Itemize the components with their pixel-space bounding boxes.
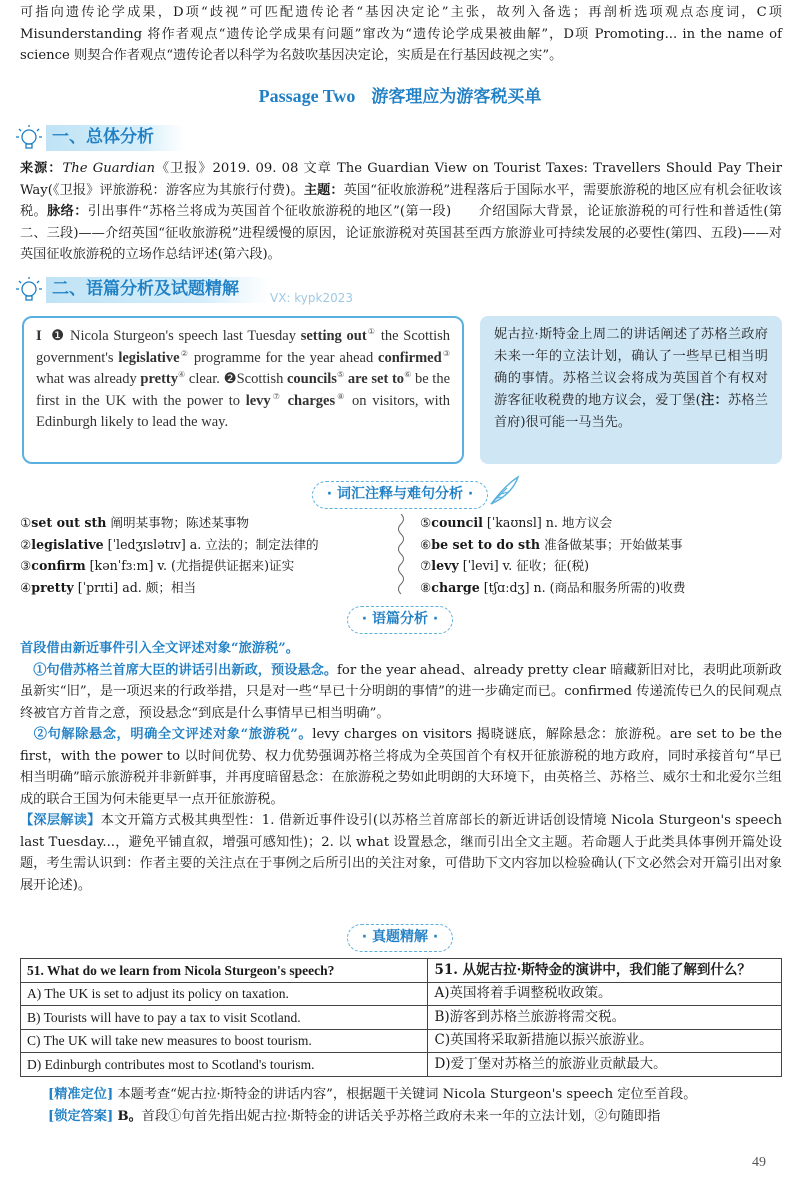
lightbulb-icon (14, 275, 44, 305)
vocab-item (20, 577, 380, 599)
vocab-word: confirmed (378, 349, 442, 366)
vocab-word: pretty (140, 371, 178, 387)
answer-line (48, 1106, 782, 1128)
answer-explanation (48, 1084, 782, 1127)
footnote-marker: ④ (177, 370, 186, 380)
answer-letter: B。 (117, 1108, 142, 1124)
discourse-analysis-body (20, 638, 782, 896)
vocab-term: be set to do sth (431, 536, 541, 552)
vocab-def: [tʃɑːdʒ] n. (商品和服务所需的)收费 (479, 579, 686, 595)
question-zh: 51. 从妮古拉·斯特金的演讲中，我们能了解到什么？ (428, 959, 782, 983)
source-journal: The Guardian (62, 161, 155, 176)
vocab-def: [ˈledʒɪslətɪv] a. 立法的；制定法律的 (103, 536, 319, 552)
passage-text: clear. (185, 371, 220, 387)
section-overall-analysis-header (14, 122, 184, 154)
vocab-num: ⑦ (420, 558, 432, 573)
vocab-term: council (431, 515, 483, 530)
theme-label: 主题： (303, 182, 344, 198)
source-text: 《卫报》2019. 09. 08 文章 The Guardian View on Tourist Taxes: Travellers Should Pay Their Way(《卫报》评旅游税：游客应为其旅行付费)。 (20, 161, 782, 198)
vocab-term: pretty (31, 579, 74, 595)
analysis-section-pill (347, 606, 453, 634)
vocab-num: ② (20, 536, 32, 552)
analysis-sentence-2 (20, 724, 782, 810)
vocab-word: councils (287, 371, 337, 387)
note-label: 注： (700, 393, 728, 408)
vocab-def: 阐明某事物；陈述某事物 (106, 515, 249, 530)
footnote-marker: ⑦ (270, 391, 282, 401)
vocab-num: ⑧ (420, 579, 432, 595)
passage-text: on visitors, with Edinburgh likely to lead the way. (36, 392, 450, 430)
exam-pill-wrap (0, 924, 800, 952)
option-en: D) Edinburgh contributes most to Scotland's tourism. (21, 1053, 428, 1077)
vocab-term: confirm (31, 558, 86, 573)
vocab-section-pill (312, 481, 488, 509)
translation-box (480, 316, 782, 464)
vocab-item (420, 534, 780, 556)
pill-label: · 词汇注释与难句分析 · (326, 486, 474, 502)
vocab-column-left (20, 512, 380, 598)
footnote-marker: ⑥ (404, 370, 412, 380)
vocab-word: charges (287, 392, 336, 409)
option-en: A) The UK is set to adjust its policy on taxation. (21, 982, 428, 1006)
footnote-marker: ⑧ (335, 391, 347, 401)
sentence-1-marker: ❶ (51, 328, 66, 344)
exam-section-pill (347, 924, 453, 952)
analysis-intro: 首段借由新近事件引入全文评述对象“旅游税”。 (20, 641, 299, 656)
wavy-divider (394, 514, 408, 598)
watermark: VX: kypk2023 (270, 291, 354, 305)
vocab-def: 准备做某事；开始做某事 (540, 536, 683, 552)
paragraph-number: I (36, 328, 42, 344)
overall-analysis-body (20, 158, 782, 266)
english-passage-box (22, 316, 464, 464)
vocab-def: [ˈprɪti] ad. 颇；相当 (73, 579, 197, 595)
analysis-pill-wrap (0, 606, 800, 634)
vocab-item (20, 512, 380, 534)
vocab-item (20, 534, 380, 556)
section-label: 二、语篇分析及试题精解 (46, 277, 269, 303)
vocab-word: legislative (118, 349, 180, 366)
passage-text: the Scottish government's (36, 328, 451, 366)
passage-title (0, 86, 800, 109)
section-discourse-analysis-header (14, 274, 269, 306)
deep-reading-label: 【深层解读】 (20, 813, 101, 828)
option-zh: B)游客到苏格兰旅游将需交税。 (428, 1006, 782, 1030)
analysis-sentence-1 (20, 660, 782, 725)
vocab-def: [kənˈfɜːm] v. (尤指提供证据来)证实 (85, 558, 295, 573)
vocab-item (420, 512, 780, 534)
question-table (20, 958, 782, 1077)
translation-text: 妮古拉·斯特金上周二的讲话阐述了苏格兰政府未来一年的立法计划，确认了一些早已相当明确的事情。苏格兰议会将成为英国首个有权对游客征收税费的地方议会，爱丁堡( (494, 327, 768, 408)
theme-text: 英国“征收旅游税”进程落后于国际水平，需要旅游税的地区应有机会征收该税。 (20, 182, 782, 219)
vocabulary-notes (20, 512, 782, 598)
note-text: 苏格兰首府)很可能一马当先。 (494, 393, 768, 430)
locate-text: 本题考查“妮古拉·斯特金的讲话内容”，根据题干关键词 Nicola Sturgeon's speech 定位至首段。 (117, 1087, 697, 1102)
vocab-column-right (420, 512, 780, 598)
vocab-word: are set to (347, 371, 405, 387)
option-zh: C)英国将采取新措施以振兴旅游业。 (428, 1029, 782, 1053)
passage-text: Scottish (236, 371, 287, 387)
vocab-num: ⑤ (420, 515, 432, 530)
option-row (21, 982, 782, 1006)
footnote-marker: ① (366, 327, 377, 337)
question-row (21, 959, 782, 983)
vocab-term: legislative (31, 536, 104, 552)
pill-label: · 真题精解 · (361, 929, 439, 945)
vocab-term: charge (431, 579, 480, 595)
sentence-2-marker: ❷ (223, 371, 237, 387)
vocab-term: levy (431, 558, 459, 573)
footnote-marker: ③ (441, 348, 451, 358)
vocab-word: levy (245, 392, 271, 409)
vocab-item (420, 555, 780, 577)
analysis-text: levy charges on visitors 揭晓谜底，解除悬念：旅游税。are set to be the first，with the power to 以时间优势、权力优势强调苏格兰将成为全英国首个有权开征旅游税的地方政府，同时承接首句“早已相当明确”暗示旅游税并非新鲜事，并再度暗留悬念：在旅游税之势如此明朗的大环境下，由英格兰、苏格兰、威尔士和北爱尔兰组成的联合王国为何未能更早一点开征旅游税。 (20, 727, 783, 807)
context-text: 引出事件“苏格兰将成为英国首个征收旅游税的地区”(第一段) 介绍国际大背景，论证旅游税的可行性和普适性(第二、三段)——介绍英国“征收旅游税”进程缓慢的原因，论证旅游税对英国甚至西方旅游业可持续发展的必要性(第四、五段)——对英国征收旅游税的立场作总结评述(第六段)。 (20, 204, 783, 262)
question-en: 51. What do we learn from Nicola Sturgeon's speech? (21, 959, 428, 983)
deep-reading (20, 810, 782, 896)
deep-reading-text: 本文开篇方式极其典型性：1. 借新近事件设引(以苏格兰首席部长的新近讲话创设情境 Nicola Sturgeon's speech last Tuesday...，避免平铺直叙，增强可感知性)；2. 以 what 设置悬念，继而引出全文主题。若命题人于此类具体事例开篇处设题，考生需认识到：作者主要的关注点在于事例之后所引出的关注对象，可借助下文内容加以检验确认(下文必然会对开篇引出对象展开论述)。 (20, 813, 782, 893)
option-row (21, 1006, 782, 1030)
answer-text: 首段①句首先指出妮古拉·斯特金的讲话关乎苏格兰政府未来一年的立法计划，②句随即指 (141, 1108, 661, 1124)
previous-passage-text: 可指向遗传论学成果，D项“歧视”可匹配遗传论者“基因决定论”主张，故列入备选；再剖析选项观点态度词，C项 Misunderstanding 将作者观点“遗传论学成果有问题”窜改为“遗传论学成果被曲解”，D项 Promoting... in the name of science 则契合作者观点“遗传论者以科学为名鼓吹基因决定论，实质是在行基因歧视之实”。 (20, 5, 782, 63)
context-label: 脉络： (47, 204, 88, 219)
option-zh: A)英国将着手调整税收政策。 (428, 982, 782, 1006)
passage-title-en: Passage Two (258, 86, 356, 106)
option-row (21, 1053, 782, 1077)
analysis-text: for the year ahead、already pretty clear 暗藏新旧对比，表明此项新政虽新实“旧”，是一项迟来的行政举措，只是对一些“早已十分明朗的事情”的进一步确定而已。confirmed 传递流传已久的民间观点终被官方首肯之意，预设悬念“到底是什么事情早已相当明确”。 (20, 662, 782, 721)
page-number: 49 (752, 1155, 766, 1170)
vocab-item (420, 577, 780, 599)
source-label: 来源： (20, 161, 63, 176)
quill-icon (487, 474, 521, 508)
vocab-num: ④ (20, 579, 32, 595)
answer-label: [锁定答案] (48, 1108, 114, 1124)
passage-title-zh: 游客理应为游客税买单 (371, 87, 542, 107)
vocab-item (20, 555, 380, 577)
passage-text: Nicola Sturgeon's speech last Tuesday (70, 328, 301, 344)
pill-label: · 语篇分析 · (361, 611, 439, 627)
vocab-term: set out sth (31, 515, 107, 530)
vocab-word: setting out (300, 328, 367, 344)
footnote-marker: ⑤ (336, 370, 345, 380)
option-en: B) Tourists will have to pay a tax to visit Scotland. (21, 1006, 428, 1030)
vocab-pill-wrap (0, 481, 800, 509)
locate-label: [精准定位] (48, 1087, 114, 1102)
vocab-num: ③ (20, 558, 32, 573)
vocab-num: ⑥ (420, 536, 432, 552)
analysis-heading: ②句解除悬念，明确全文评述对象“旅游税”。 (33, 727, 313, 742)
option-row (21, 1029, 782, 1053)
passage-text: what was already (36, 371, 141, 387)
locate-line (48, 1084, 782, 1106)
vocab-num: ① (20, 515, 32, 530)
vocab-def: [ˈlevi] v. 征收；征(税) (458, 558, 590, 573)
footnote-marker: ② (179, 348, 190, 358)
passage-text: be the first in the UK with the power to (36, 371, 451, 409)
option-zh: D)爱丁堡对苏格兰的旅游业贡献最大。 (428, 1053, 782, 1077)
lightbulb-icon (14, 123, 44, 153)
option-en: C) The UK will take new measures to boost tourism. (21, 1029, 428, 1053)
analysis-heading: ①句借苏格兰首席大臣的讲话引出新政，预设悬念。 (33, 662, 338, 678)
vocab-def: [ˈkaʊnsl] n. 地方议会 (482, 515, 613, 530)
section-label: 一、总体分析 (46, 125, 184, 151)
passage-text: programme for the year ahead (189, 349, 379, 366)
